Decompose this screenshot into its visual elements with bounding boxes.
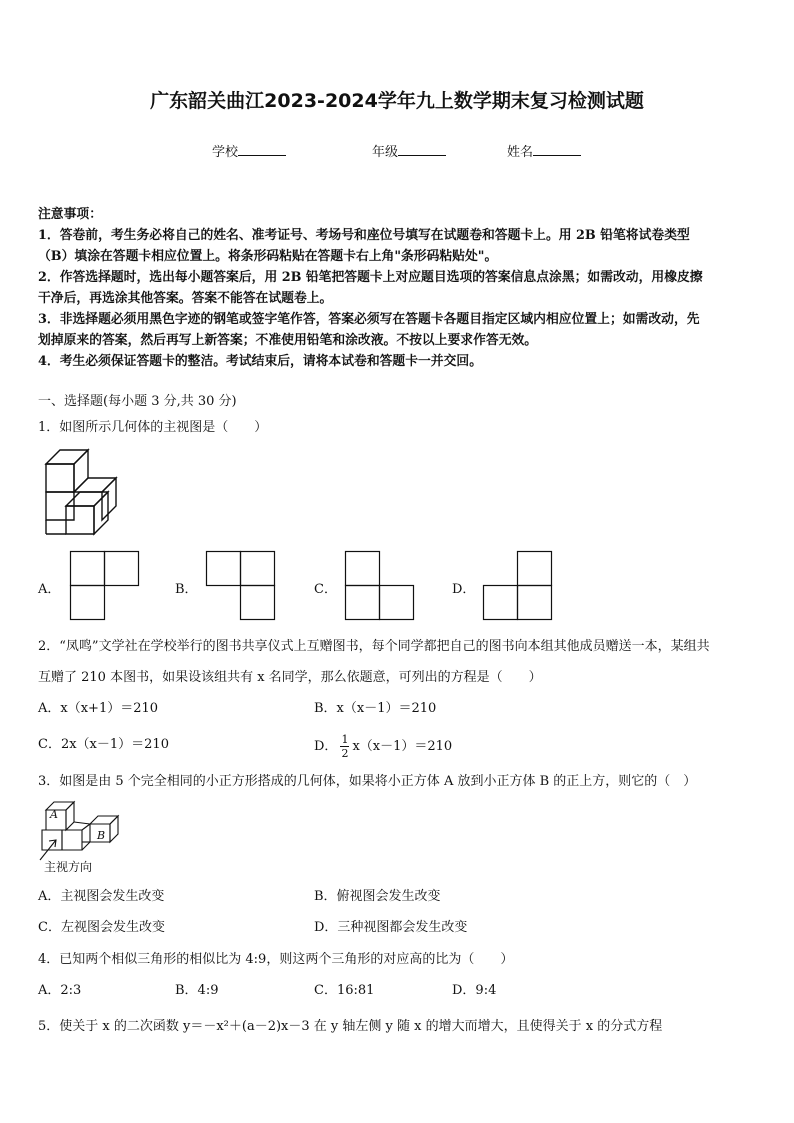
notice-heading: 注意事项： <box>38 207 102 222</box>
name-blank <box>533 143 581 156</box>
q2-option-b: B．x（x－1）＝210 <box>314 701 437 716</box>
school-label: 学校 <box>212 145 239 160</box>
notice-line: （B）填涂在答题卡相应位置上。将条形码粘贴在答题卡右上角"条形码粘贴处"。 <box>38 249 498 264</box>
q4-option-c: C．16:81 <box>314 983 375 998</box>
q2-option-d <box>314 733 452 760</box>
notice-line: 4．考生必须保证答题卡的整洁。考试结束后，请将本试卷和答题卡一并交回。 <box>38 354 482 369</box>
q4-option-a: A．2:3 <box>38 983 82 998</box>
notice-line: 划掉原来的答案，然后再写上新答案；不准使用铅笔和涂改液。不按以上要求作答无效。 <box>38 333 538 348</box>
notice-line: 干净后，再选涂其他答案。答案不能答在试题卷上。 <box>38 291 333 306</box>
q3-option-a: A．主视图会发生改变 <box>38 889 165 904</box>
q3-option-c: C．左视图会发生改变 <box>38 920 165 935</box>
name-field <box>507 141 581 160</box>
grade-label: 年级 <box>372 145 399 160</box>
q2-option-d-prefix: D． <box>314 739 338 754</box>
q2-option-c: C．2x（x－1）＝210 <box>38 737 169 752</box>
q2-stem-line2: 互赠了 210 本图书，如果设该组共有 x 名同学，那么依题意，可列出的方程是（ ） <box>38 670 542 685</box>
q1-option-c-figure <box>345 551 415 621</box>
q1-option-b-label: B． <box>175 582 198 597</box>
q3-stem: 3．如图是由 5 个完全相同的小正方形搭成的几何体，如果将小正方体 A 放到小正方体 B 的正上方，则它的（ ） <box>38 774 697 789</box>
q1-option-d-figure <box>483 551 553 621</box>
q2-option-d-rest: x（x－1）＝210 <box>352 739 453 754</box>
page-title: 广东韶关曲江2023-2024学年九上数学期末复习检测试题 <box>150 90 644 112</box>
q3-label-b: B <box>97 829 106 842</box>
school-field <box>212 141 286 160</box>
q1-option-c-label: C． <box>314 582 337 597</box>
q1-stem: 1．如图所示几何体的主视图是（ ） <box>38 420 268 435</box>
q3-option-d: D．三种视图都会发生改变 <box>314 920 468 935</box>
grade-field <box>372 141 446 160</box>
notice-line: 1．答卷前，考生务必将自己的姓名、准考证号、考场号和座位号填写在试题卷和答题卡上。用 2B 铅笔将试卷类型 <box>38 228 690 243</box>
q4-option-b: B．4:9 <box>175 983 219 998</box>
grade-blank <box>398 143 446 156</box>
q1-option-b-figure <box>206 551 276 621</box>
q2-option-d-fraction <box>340 733 349 760</box>
q3-option-b: B．俯视图会发生改变 <box>314 889 441 904</box>
name-label: 姓名 <box>507 145 534 160</box>
notice-line: 2．作答选择题时，选出每小题答案后，用 2B 铅笔把答题卡上对应题目选项的答案信息点涂黑；如需改动，用橡皮擦 <box>38 270 703 285</box>
school-blank <box>238 143 286 156</box>
q3-solid-figure <box>38 796 128 862</box>
q3-label-a: A <box>50 808 58 821</box>
q1-option-d-label: D． <box>452 582 476 597</box>
q1-option-a-figure <box>70 551 140 621</box>
section-heading: 一、选择题(每小题 3 分,共 30 分) <box>38 394 237 409</box>
q1-option-a-label: A． <box>38 582 61 597</box>
fraction-numerator: 1 <box>341 733 349 746</box>
fraction-denominator: 2 <box>341 747 349 760</box>
q4-stem: 4．已知两个相似三角形的相似比为 4:9，则这两个三角形的对应高的比为（ ） <box>38 952 514 967</box>
q5-stem: 5．使关于 x 的二次函数 y＝－x²＋(a－2)x－3 在 y 轴左侧 y 随 x 的增大而增大，且使得关于 x 的分式方程 <box>38 1019 663 1034</box>
q2-stem-line1: 2．“凤鸣”文学社在学校举行的图书共享仪式上互赠图书，每个同学都把自己的图书向本组其他成员赠送一本，某组共 <box>38 639 710 654</box>
notice-line: 3．非选择题必须用黑色字迹的钢笔或签字笔作答，答案必须写在答题卡各题目指定区域内相应位置上；如需改动，先 <box>38 312 700 327</box>
q3-direction-label: 主视方向 <box>44 860 93 874</box>
q2-option-a: A．x（x+1）＝210 <box>38 701 159 716</box>
q1-solid-figure <box>44 448 124 538</box>
q4-option-d: D．9:4 <box>452 983 497 998</box>
